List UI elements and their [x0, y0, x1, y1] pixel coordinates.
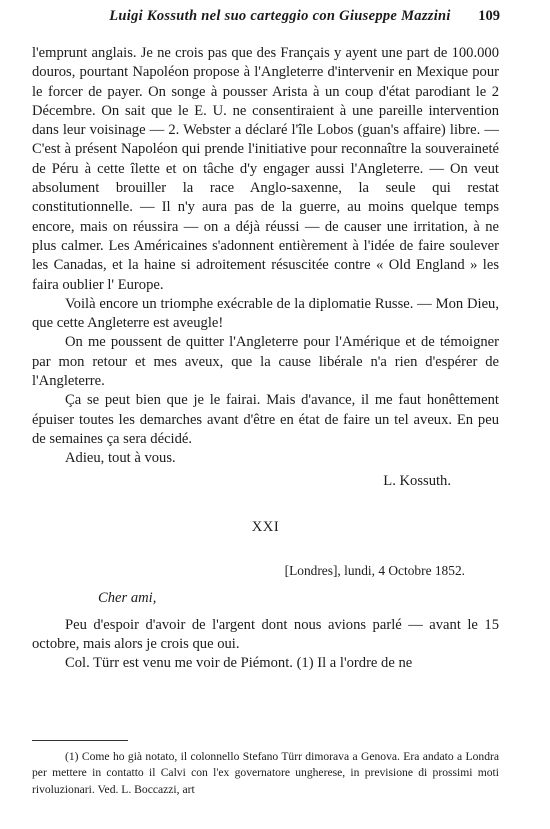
paragraph: l'emprunt anglais. Je ne crois pas que des Français y ayent une part de 100.000 douros, pourtant Napoléon propose à l'Angleterre d'intervenir en Mexique pour le forcer de payer. On songe à pousser Arista à un coup d'état parodiant le 2 Décembre. On sait que le E. U. ne consentiraient à une pareille intervention dans leur voisinage — 2. Webster a déclaré l'île Lobos (guan's affaire) libre. — C'est à présent Napoléon qui prende l'initiative pour reconnaître la souveraineté de Péru à cette îlette et on tâche d'y engager aussi l'Angleterre. — On veut absolument brouiller la race Anglo-saxenne, la seule qui restat constitutionnelle. — Il n'y aura pas de la guerre, au moins quelque temps encore, mais on réussira — on a déjà réussi — de causer une irritation, à ne plus calmer. Les Américaines s'adonnent entièrement à l'idée de faire soulever les Canadas, et la haine si adroitement résuscitée contre « Old England » les faira oublier l' Europe. [32, 45, 499, 293]
signature: L. Kossuth. [383, 472, 451, 489]
paragraph: Col. Türr est venu me voir de Piémont. (1) Il a l'ordre de ne [65, 655, 413, 672]
footnote-rule [32, 740, 128, 741]
body-text [32, 44, 499, 674]
salutation: Cher ami, [98, 590, 157, 607]
page-header [80, 8, 500, 30]
paragraph: Peu d'espoir d'avoir de l'argent dont nous avions parlé — avant le 15 octobre, mais alors je crois que oui. [32, 616, 499, 653]
letter-number: XXI [251, 518, 280, 535]
running-title: Luigi Kossuth nel suo carteggio con Giuseppe Mazzini [109, 8, 451, 24]
footnote [32, 749, 499, 798]
paragraph: Ça se peut bien que je le fairai. Mais d'avance, il me faut honêttement épuiser toutes les demarches avant d'être en état de faire un tel aveux. En peu de semaines ça sera décidé. [32, 392, 499, 447]
closing-line: Adieu, tout à vous. [65, 450, 176, 467]
paragraph: Voilà encore un triomphe exécrable de la diplomatie Russe. — Mon Dieu, que cette Angleterre est aveugle! [32, 295, 499, 332]
page-number: 109 [478, 8, 500, 24]
dateline: [Londres], lundi, 4 Octobre 1852. [284, 563, 465, 579]
footnote-text: (1) Come ho già notato, il colonnello Stefano Türr dimorava a Genova. Era andato a Londra per mettere in contatto il Calvi con l'ex governatore ungherese, in previsione di prossimi moti rivoluzionari. Ved. L. Boccazzi, art [32, 750, 499, 796]
paragraph: On me poussent de quitter l'Angleterre pour l'Amérique et de témoigner par mon retour et mes aveux, que la cause libérale n'a rien d'espérer de l'Angleterre. [32, 334, 499, 390]
